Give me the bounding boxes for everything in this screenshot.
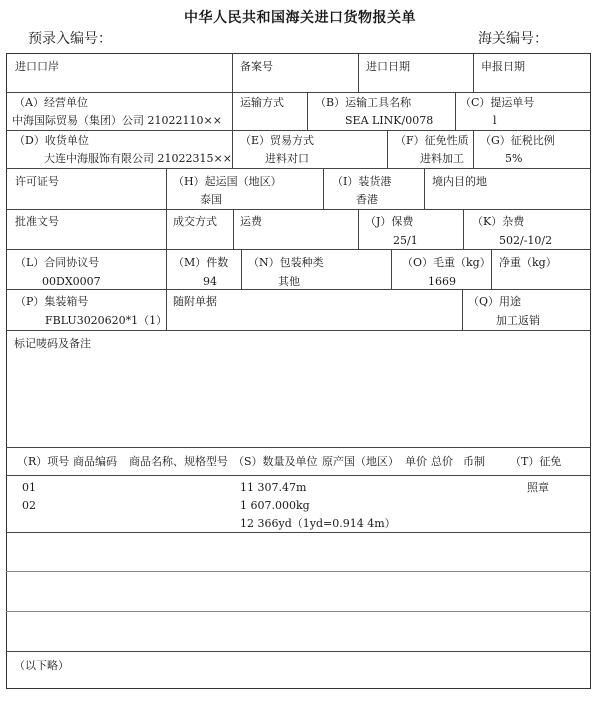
col-divider (473, 130, 474, 168)
attached-documents-label: 随附单据 (173, 295, 217, 308)
loading-port-label: （I）装货港 (332, 175, 392, 188)
declare-date-label: 申报日期 (481, 60, 525, 73)
col-divider (473, 53, 474, 92)
col-divider (391, 249, 392, 289)
row-divider (6, 130, 591, 131)
usage-label: （Q）用途 (468, 295, 522, 308)
col-divider (491, 249, 492, 289)
package-type-label: （N）包装种类 (248, 256, 324, 269)
col-divider (424, 168, 425, 209)
col-divider (323, 168, 324, 209)
usage-value: 加工返销 (496, 314, 540, 327)
contract-number-label: （L）合同协议号 (15, 256, 100, 269)
import-date-label: 进口日期 (366, 60, 410, 73)
goods-row-1-item-no: 01 (22, 481, 36, 494)
goods-header-hs-code: 商品编码 (73, 455, 117, 468)
goods-header-levy: （T）征免 (510, 455, 562, 468)
gross-weight-label: （O）毛重（kg） (402, 256, 491, 269)
levy-nature-value: 进料加工 (420, 152, 464, 165)
insurance-value: 25/1 (393, 234, 418, 247)
consignee-label: （D）收货单位 (14, 134, 89, 147)
declaration-form-border (6, 53, 591, 689)
freight-label: 运费 (240, 215, 262, 228)
origin-country-value: 泰国 (200, 193, 222, 206)
record-number-label: 备案号 (240, 60, 273, 73)
goods-header-currency: 币制 (463, 455, 485, 468)
col-divider (455, 92, 456, 130)
insurance-label: （J）保费 (365, 215, 414, 228)
col-divider (462, 289, 463, 330)
row-divider (6, 611, 591, 612)
vessel-name-value: SEA LINK/0078 (345, 114, 434, 127)
contract-number-value: 00DX0007 (42, 275, 101, 288)
goods-row-2-quantity: 1 607.000kg (240, 499, 310, 512)
trade-mode-label: （E）贸易方式 (240, 134, 315, 147)
row-divider (6, 168, 591, 169)
col-divider (358, 53, 359, 92)
row-divider (6, 651, 591, 652)
packages-label: （M）件数 (173, 256, 229, 269)
levy-nature-label: （F）征免性质 (395, 134, 469, 147)
row-divider (6, 289, 591, 290)
col-divider (241, 249, 242, 289)
goods-header-unit-price: 单价 (405, 455, 427, 468)
row-divider (6, 209, 591, 210)
license-label: 许可证号 (15, 175, 59, 188)
goods-row-1-quantity: 11 307.47m (240, 481, 307, 494)
container-number-value: FBLU3020620*1（1） (45, 314, 168, 327)
origin-country-label: （H）起运国（地区） (173, 175, 282, 188)
import-port-label: 进口口岸 (15, 60, 59, 73)
row-divider (6, 475, 591, 476)
operator-label: （A）经营单位 (14, 96, 88, 109)
col-divider (463, 209, 464, 249)
goods-header-total-price: 总价 (431, 455, 453, 468)
bill-of-lading-value: l (493, 114, 497, 127)
col-divider (387, 130, 388, 168)
operator-value: 中海国际贸易（集团）公司 21022110×× (12, 114, 222, 127)
approval-number-label: 批准文号 (15, 215, 59, 228)
trade-mode-value: 进料对口 (265, 152, 309, 165)
goods-header-origin: 原产国（地区） (322, 455, 399, 468)
row-divider (6, 330, 591, 331)
misc-fee-label: （K）杂费 (472, 215, 525, 228)
omitted-note: （以下略） (14, 659, 69, 672)
marks-remarks-label: 标记唛码及备注 (14, 337, 91, 350)
misc-fee-value: 502/-10/2 (499, 234, 553, 247)
transport-mode-label: 运输方式 (240, 96, 284, 109)
tax-rate-value: 5% (505, 152, 523, 165)
container-number-label: （P）集装箱号 (15, 295, 89, 308)
customs-number-label: 海关编号： (478, 31, 548, 47)
destination-label: 境内目的地 (432, 175, 487, 188)
col-divider (307, 92, 308, 130)
row-divider (6, 532, 591, 533)
row-divider (6, 571, 591, 572)
consignee-value: 大连中海服饰有限公司 21022315×× (44, 152, 232, 165)
tax-rate-label: （G）征税比例 (480, 134, 555, 147)
row-divider (6, 447, 591, 448)
package-type-value: 其他 (278, 275, 300, 288)
col-divider (233, 209, 234, 249)
vessel-name-label: （B）运输工具名称 (315, 96, 412, 109)
bill-of-lading-label: （C）提运单号 (460, 96, 535, 109)
goods-row-2-item-no: 02 (22, 499, 36, 512)
packages-value: 94 (203, 275, 217, 288)
col-divider (232, 130, 233, 168)
goods-header-item-no: （R）项号 (17, 455, 70, 468)
document-title: 中华人民共和国海关进口货物报关单 (184, 10, 416, 26)
net-weight-label: 净重（kg） (499, 256, 557, 269)
col-divider (232, 53, 233, 130)
col-divider (358, 209, 359, 249)
goods-header-quantity-unit: （S）数量及单位 (233, 455, 318, 468)
deal-mode-label: 成交方式 (173, 215, 217, 228)
col-divider (166, 168, 167, 249)
preentry-number-label: 预录入编号： (28, 31, 112, 47)
row-divider (6, 249, 591, 250)
loading-port-value: 香港 (356, 193, 378, 206)
goods-row-1-levy: 照章 (527, 481, 549, 494)
goods-row-3-quantity: 12 366yd（1yd=0.914 4m） (240, 517, 396, 530)
row-divider (6, 92, 591, 93)
gross-weight-value: 1669 (428, 275, 456, 288)
goods-header-name-spec: 商品名称、规格型号 (129, 455, 228, 468)
